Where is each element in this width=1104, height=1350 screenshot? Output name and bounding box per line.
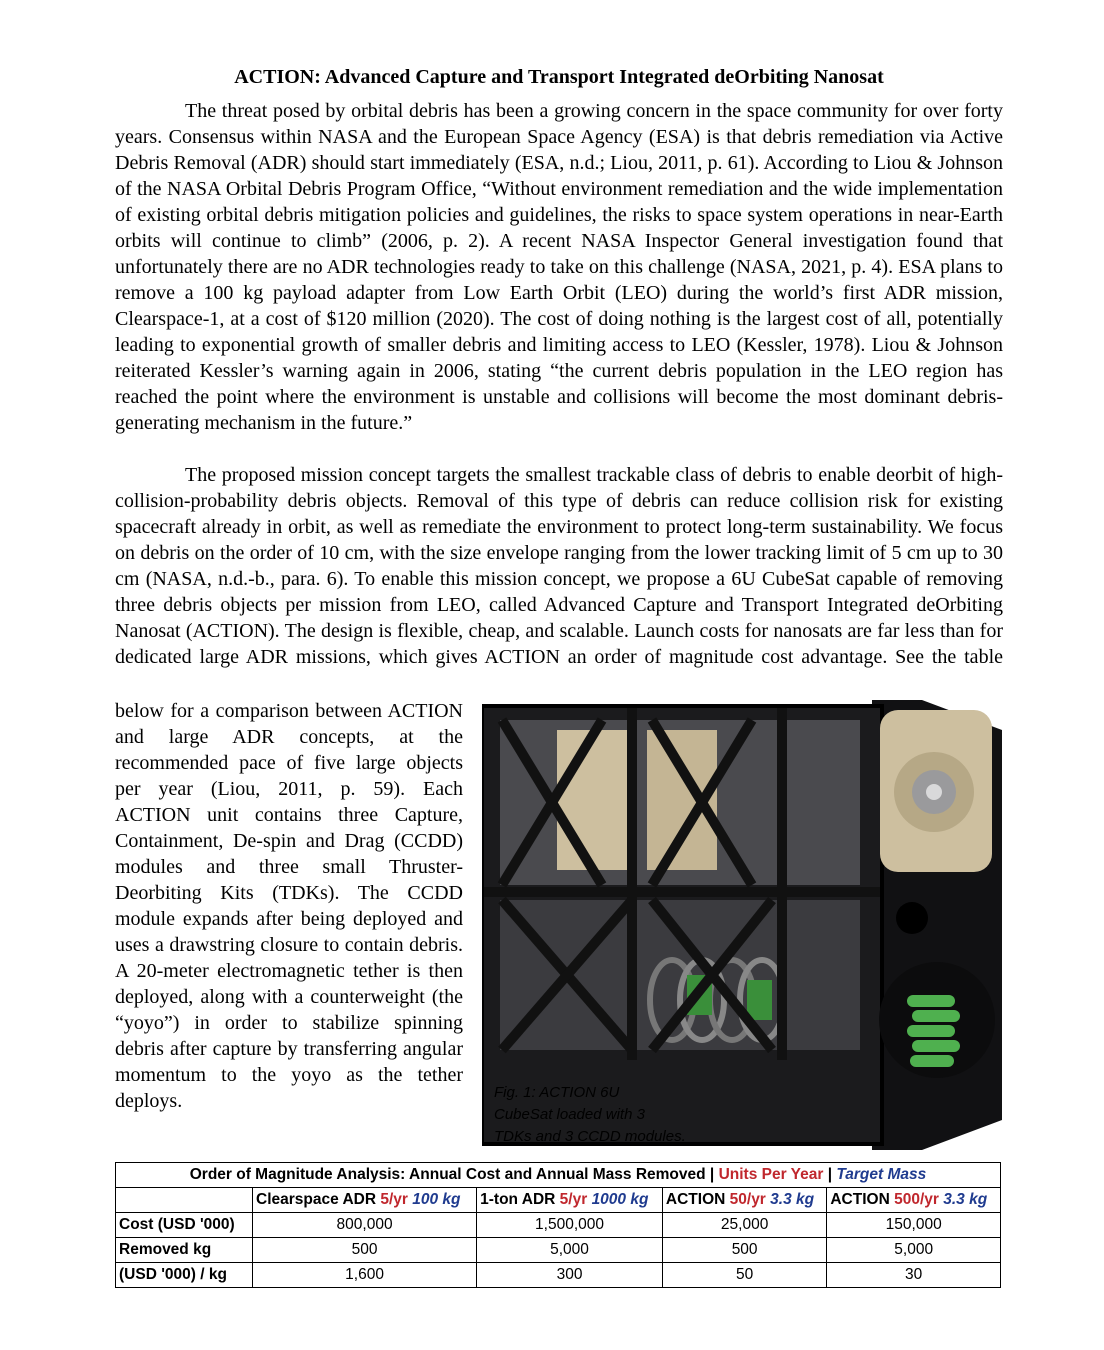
table-corner-cell [116, 1188, 253, 1213]
column-header: 1-ton ADR 5/yr 1000 kg [477, 1188, 663, 1213]
table-header-row [116, 1188, 1001, 1213]
table-row [116, 1238, 1001, 1263]
table-caption-mass: Target Mass [836, 1166, 927, 1183]
ccdd-module-left [557, 730, 627, 870]
table-cell: 300 [477, 1263, 663, 1288]
table-row [116, 1263, 1001, 1288]
figure-caption-line: Fig. 1: ACTION 6U [494, 1084, 620, 1101]
paragraph-intro: The threat posed by orbital debris has been a growing concern in the space community for over forty years. Consensus within NASA and the European Space Agency (ESA) is that debris remediation via Active Debris Removal (ADR) should start immediately (ESA, n.d.; Liou, 2011, p. 61). According to Liou & Johnson of the NASA Orbital Debris Program Office, “Without environment remediation and the wide implementation of existing orbital debris mitigation policies and guidelines, the risks to space system operations in near-Earth orbits will continue to climb” (2006, p. 2). A recent NASA Inspector General investigation found that unfortunately there are no ADR technologies ready to take on this challenge (NASA, 2021, p. 4). ESA plans to remove a 100 kg payload adapter from Low Earth Orbit (LEO) during the world’s first ADR mission, Clearspace-1, at a cost of $120 million (2020). The cost of doing nothing is the largest cost of all, potentially leading to exponential growth of smaller debris and limiting access to LEO (Kessler, 1978). Liou & Johnson reiterated Kessler’s warning again in 2006, stating “the current debris population in the LEO region has reached the point where the environment is unstable and collisions will become the most dominant debris-generating mechanism in the future.” [115, 100, 1003, 434]
table-caption-main: Order of Magnitude Analysis: Annual Cost and Annual Mass Removed | [189, 1166, 715, 1183]
table-cell: 25,000 [662, 1213, 826, 1238]
row-header: Cost (USD '000) [116, 1213, 253, 1238]
side-port [896, 902, 928, 934]
table-cell: 30 [827, 1263, 1001, 1288]
paragraph-mission-concept: The proposed mission concept targets the smallest trackable class of debris to enable deorbit of high-collision-probability debris objects. Removal of this type of debris can reduce collision risk for existing spacecraft already in orbit, as well as remediate the environment to protect long-term sustainability. We focus on debris on the order of 10 cm, with the size envelope ranging from the lower tracking limit of 5 cm up to 30 cm (NASA, n.d.-b., para. 6). To enable this mission concept, we propose a 6U CubeSat capable of removing three debris objects per mission from LEO, called Advanced Capture and Transport Integrated deOrbiting Nanosat (ACTION). The design is flexible, cheap, and scalable. Launch costs for nanosats are far less than for dedicated large ADR missions, which gives ACTION an order of magnitude cost advantage. See the table [115, 464, 1003, 668]
table-cell: 5,000 [827, 1238, 1001, 1263]
table-cell: 500 [253, 1238, 477, 1263]
lower-bay [500, 900, 860, 1050]
table-cell: 1,600 [253, 1263, 477, 1288]
column-header: Clearspace ADR 5/yr 100 kg [253, 1188, 477, 1213]
paragraph-action-unit: below for a comparison between ACTION and large ADR concepts, at the recommended pace of five large objects per year (Liou, 2011, p. 59). Each ACTION unit contains three Capture, Containment, De-spin and Drag (CCDD) modules and three small Thruster-Deorbiting Kits (TDKs). The CCDD module expands after being deployed and uses a drawstring closure to contain debris. A 20-meter electromagnetic tether is then deployed, along with a counterweight (the “yoyo”) in order to stabilize spinning debris after capture by transferring angular momentum to the yoyo as the tether deploys. [115, 700, 463, 1112]
cost-analysis-table [115, 1162, 1001, 1288]
table-caption-units: Units Per Year [718, 1166, 824, 1183]
table-cell: 50 [662, 1263, 826, 1288]
table-cell: 800,000 [253, 1213, 477, 1238]
column-header: ACTION 500/yr 3.3 kg [827, 1188, 1001, 1213]
table-cell: 5,000 [477, 1238, 663, 1263]
column-header: ACTION 50/yr 3.3 kg [662, 1188, 826, 1213]
table-caption [116, 1163, 1001, 1188]
table-caption-separator: | [827, 1166, 833, 1183]
table-caption-row [116, 1163, 1001, 1188]
table-cell: 1,500,000 [477, 1213, 663, 1238]
figure-caption [494, 1082, 714, 1148]
table-cell: 500 [662, 1238, 826, 1263]
page-title: ACTION: Advanced Capture and Transport Integrated deOrbiting Nanosat [234, 66, 884, 88]
figure-caption-line: TDKs and 3 CCDD modules. [494, 1128, 686, 1145]
table-row [116, 1213, 1001, 1238]
row-header: Removed kg [116, 1238, 253, 1263]
figure-caption-line: CubeSat loaded with 3 [494, 1106, 645, 1123]
table-cell: 150,000 [827, 1213, 1001, 1238]
row-header: (USD '000) / kg [116, 1263, 253, 1288]
